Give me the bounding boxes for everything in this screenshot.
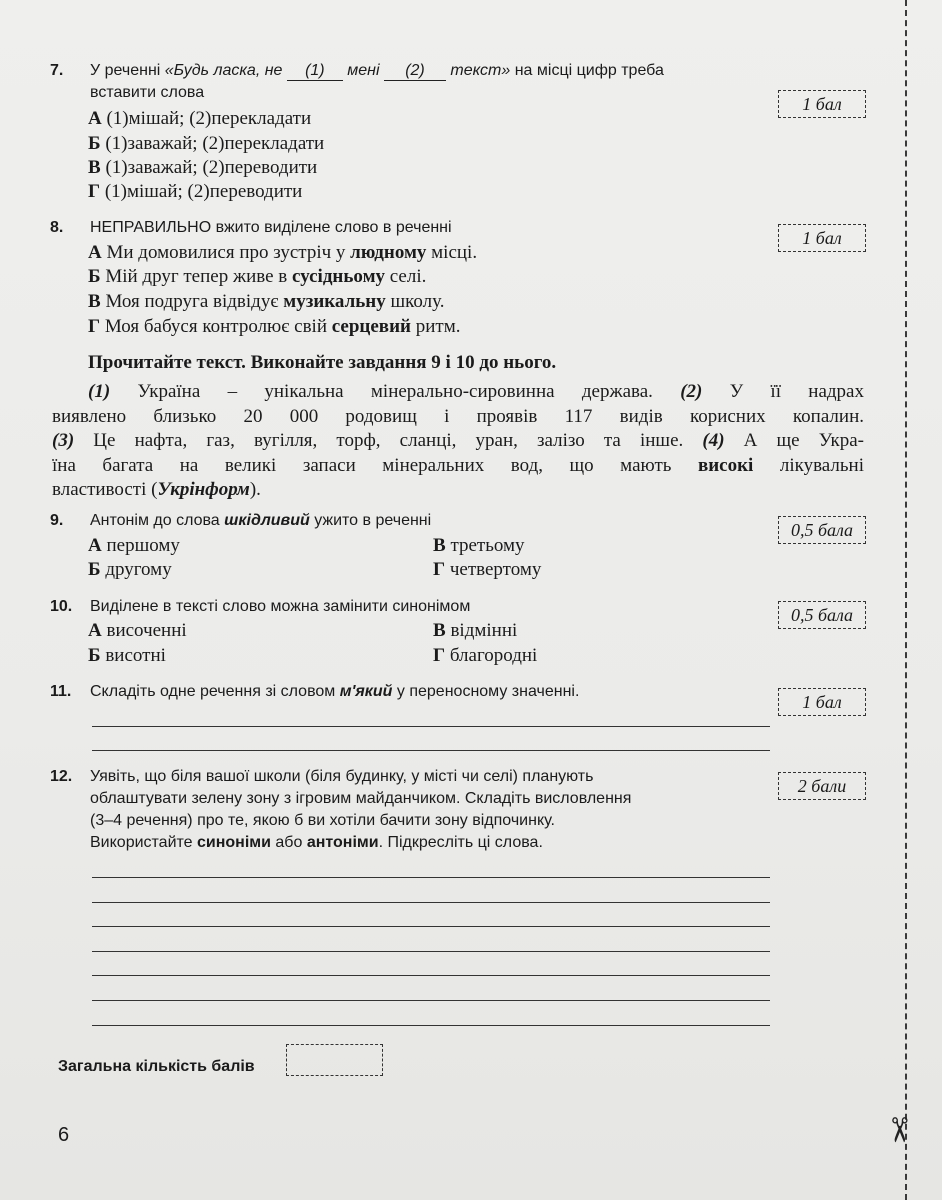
q12-answer-line[interactable] bbox=[92, 902, 770, 903]
q9-option-d[interactable]: Г четвертому bbox=[433, 559, 542, 580]
q7-option-a[interactable]: А (1)мішай; (2)перекладати bbox=[88, 108, 312, 129]
q8-option-d[interactable]: Г Моя бабуся контролює свій серцевий ритм. bbox=[88, 316, 461, 337]
q12-number: 12. bbox=[50, 768, 73, 785]
q10-option-b[interactable]: Б висотні bbox=[88, 645, 166, 666]
q7-option-d[interactable]: Г (1)мішай; (2)переводити bbox=[88, 181, 303, 202]
total-score-label: Загальна кількість балів bbox=[58, 1058, 255, 1075]
q8-score-box: 1 бал bbox=[778, 224, 866, 252]
cut-line bbox=[905, 0, 907, 1200]
passage-line-3: (3) Це нафта, газ, вугілля, торф, сланці, уран, залізо та інше. (4) А ще Укра- bbox=[52, 430, 865, 451]
q7-prompt: У реченні «Будь ласка, не (1) мені (2) текст» на місці цифр треба bbox=[90, 62, 664, 79]
q12-prompt-line2: облаштувати зелену зону з ігровим майданчиком. Складіть висловлення bbox=[90, 790, 632, 807]
q8-number: 8. bbox=[50, 219, 64, 236]
q10-number: 10. bbox=[50, 598, 73, 615]
q11-score-box: 1 бал bbox=[778, 688, 866, 716]
passage-line-4: їна багата на великі запаси мінеральних вод, що мають високі лікувальні bbox=[52, 454, 864, 476]
q12-answer-line[interactable] bbox=[92, 1000, 770, 1001]
q7-option-b[interactable]: Б (1)заважай; (2)перекладати bbox=[88, 133, 325, 154]
q9-option-b[interactable]: Б другому bbox=[88, 559, 172, 580]
q9-number: 9. bbox=[50, 512, 64, 529]
q9-option-a[interactable]: А першому bbox=[88, 535, 180, 556]
q12-score-box: 2 бали bbox=[778, 772, 866, 800]
q12-answer-line[interactable] bbox=[92, 877, 770, 878]
q9-prompt: Антонім до слова шкідливий ужито в реченні bbox=[90, 512, 432, 529]
q11-prompt: Складіть одне речення зі словом м'який у переносному значенні. bbox=[90, 683, 580, 700]
q12-answer-line[interactable] bbox=[92, 951, 770, 952]
reading-heading: Прочитайте текст. Виконайте завдання 9 і 10 до нього. bbox=[88, 352, 557, 373]
q12-answer-line[interactable] bbox=[92, 1025, 770, 1026]
q7-blank-1[interactable]: (1) bbox=[287, 62, 343, 81]
q7-blank-2[interactable]: (2) bbox=[384, 62, 446, 81]
total-score-box[interactable] bbox=[286, 1044, 383, 1076]
bleed-through-text bbox=[560, 110, 564, 126]
q10-score-box: 0,5 бала bbox=[778, 601, 866, 629]
q11-number: 11. bbox=[50, 683, 72, 700]
q8-option-c[interactable]: В Моя подруга відвідує музикальну школу. bbox=[88, 291, 445, 312]
q11-answer-line[interactable] bbox=[92, 726, 770, 727]
q10-prompt: Виділене в тексті слово можна замінити синонімом bbox=[90, 598, 471, 615]
q10-option-a[interactable]: А височенні bbox=[88, 620, 187, 641]
q8-option-a[interactable]: А Ми домовилися про зустріч у людному місці. bbox=[88, 242, 478, 263]
q10-option-c[interactable]: В відмінні bbox=[433, 620, 518, 641]
reading-passage bbox=[52, 380, 864, 503]
q7-number: 7. bbox=[50, 62, 64, 79]
q12-prompt-line1: Уявіть, що біля вашої школи (біля будинку, у місті чи селі) планують bbox=[90, 768, 594, 785]
q8-prompt: НЕПРАВИЛЬНО вжито виділене слово в реченні bbox=[90, 219, 452, 236]
q12-answer-line[interactable] bbox=[92, 975, 770, 976]
q11-answer-line[interactable] bbox=[92, 750, 770, 751]
q9-option-c[interactable]: В третьому bbox=[433, 535, 525, 556]
passage-line-2: виявлено близько 20 000 родовищ і проявів 117 видів корисних копалин. bbox=[52, 405, 864, 427]
passage-line-5: властивості (Укрінформ). bbox=[52, 479, 261, 500]
q7-option-c[interactable]: В (1)заважай; (2)переводити bbox=[88, 157, 318, 178]
q12-prompt-line3: (3–4 речення) про те, якою б ви хотіли бачити зону відпочинку. bbox=[90, 812, 555, 829]
page-number: 6 bbox=[58, 1124, 70, 1146]
q8-option-b[interactable]: Б Мій друг тепер живе в сусідньому селі. bbox=[88, 266, 427, 287]
passage-line-1: (1) Україна – унікальна мінерально-сировинна держава. (2) У її надрах bbox=[88, 381, 864, 402]
q9-score-box: 0,5 бала bbox=[778, 516, 866, 544]
scissors-icon: ✂ bbox=[878, 1115, 919, 1145]
q7-prompt-line2: вставити слова bbox=[90, 84, 205, 101]
q7-score-box: 1 бал bbox=[778, 90, 866, 118]
q10-option-d[interactable]: Г благородні bbox=[433, 645, 538, 666]
q12-answer-line[interactable] bbox=[92, 926, 770, 927]
q12-prompt-line4: Використайте синоніми або антоніми. Підкресліть ці слова. bbox=[90, 834, 543, 851]
